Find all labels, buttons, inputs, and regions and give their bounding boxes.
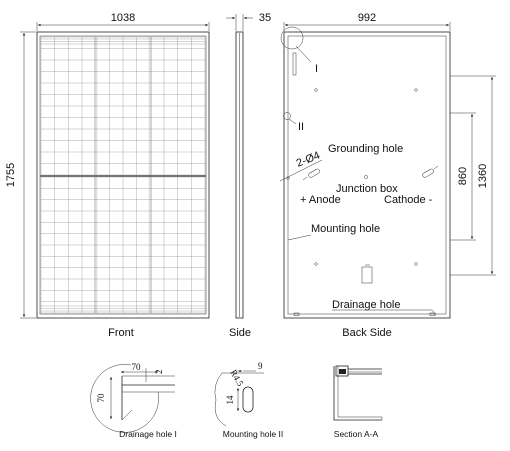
- grounding-hole-label: Grounding hole: [328, 143, 404, 155]
- anode-connector: [303, 168, 320, 180]
- section-caption: Section A-A: [333, 429, 379, 439]
- drainage-diagonal: [122, 410, 132, 420]
- front-view: [5, 12, 209, 339]
- hole-upper-right: [415, 89, 418, 92]
- mounting-hole-label: Mounting hole: [311, 223, 381, 235]
- mounting-hole-leader: [288, 235, 311, 240]
- hole-spec-label: 2-Ø4: [294, 149, 322, 170]
- front-height-dim: 1755: [5, 162, 17, 188]
- drainage-dim-a: 70: [131, 362, 141, 372]
- back-frame: [284, 32, 450, 318]
- mounting-radius: R4.5: [228, 368, 246, 388]
- side-depth-dim: 35: [258, 12, 272, 24]
- drainage-dim-c: 70: [96, 393, 106, 403]
- cathode-label: Cathode -: [384, 194, 433, 206]
- detail-one-leader: [296, 46, 311, 62]
- section-glass-edge: [339, 369, 346, 374]
- mounting-slot: [243, 387, 253, 412]
- side-label: Side: [228, 327, 252, 339]
- mount-spacing-outer-dim: 1360: [477, 163, 489, 189]
- top-mount-slot: [293, 53, 296, 75]
- mount-spacing-inner-dim: 860: [457, 166, 469, 186]
- junction-box-mark: [364, 175, 367, 178]
- front-width-dim: 1038: [110, 12, 136, 24]
- mounting-caption: Mounting hole II: [222, 429, 284, 439]
- front-cell-grid: [41, 37, 205, 313]
- detail-two-leader: [289, 119, 296, 124]
- back-width-dim: 992: [357, 12, 377, 24]
- back-label: Back Side: [342, 327, 392, 339]
- section-detail: [334, 366, 382, 439]
- hole-upper-left: [315, 89, 318, 92]
- junction-box-label: Junction box: [336, 183, 398, 195]
- anode-label: + Anode: [300, 194, 341, 206]
- side-view: [226, 12, 271, 339]
- mounting-detail: [215, 361, 283, 439]
- mounting-dim-b: 14: [225, 395, 235, 405]
- drainage-detail: [91, 362, 177, 439]
- cathode-connector: [422, 166, 438, 178]
- drainage-hole-label: Drainage hole: [332, 299, 401, 311]
- detail-circle-two: [284, 113, 291, 120]
- hole-lower-left: [315, 263, 318, 266]
- hole-lower-right: [415, 263, 418, 266]
- back-view: [280, 12, 496, 339]
- marker-one: I: [315, 63, 319, 75]
- nameplate: [362, 267, 372, 283]
- mounting-dim-a: 9: [258, 361, 263, 371]
- drainage-caption: Drainage hole I: [119, 429, 177, 439]
- drainage-dim-b: 2: [154, 369, 164, 374]
- front-label: Front: [108, 327, 134, 339]
- marker-two: II: [298, 121, 305, 133]
